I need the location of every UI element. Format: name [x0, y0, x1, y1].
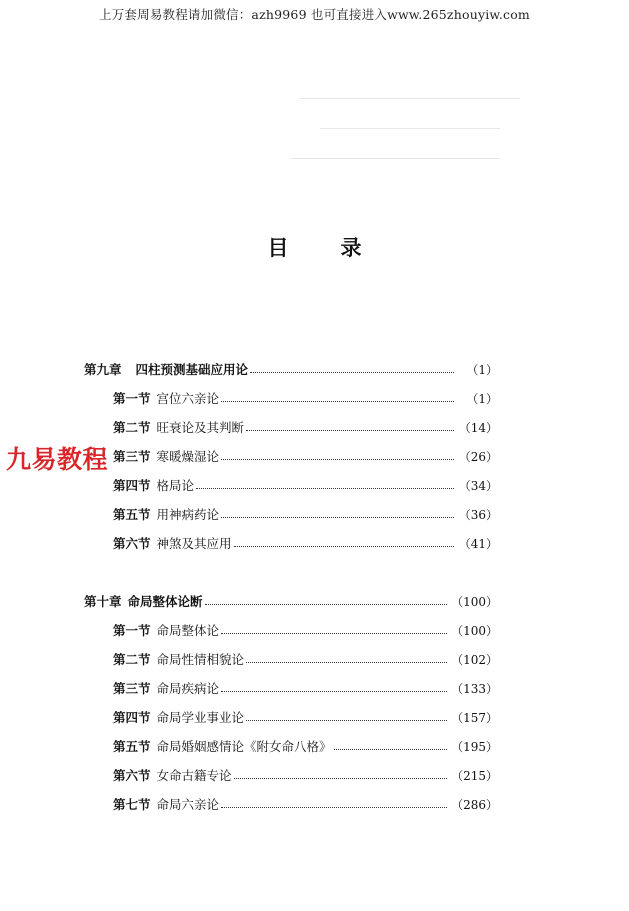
page-title	[0, 232, 629, 262]
page-number: （26）	[458, 450, 498, 464]
leader-dots	[205, 603, 448, 605]
page-number: （1）	[466, 392, 498, 406]
toc-section[interactable]	[113, 793, 498, 813]
toc-section[interactable]	[113, 706, 498, 726]
bleed-through-line	[320, 128, 500, 129]
section-number: 第六节	[113, 536, 151, 551]
chapter-title: 命局整体论断	[127, 594, 203, 609]
page-number: （195）	[451, 740, 498, 754]
section-number: 第二节	[113, 652, 151, 667]
leader-dots	[221, 400, 454, 402]
toc-section[interactable]	[113, 619, 498, 639]
toc-section[interactable]	[113, 735, 498, 755]
section-title: 命局学业事业论	[156, 710, 245, 725]
page-number: （34）	[458, 479, 498, 493]
bleed-through-line	[300, 98, 520, 99]
watermark-logo: 九易教程	[6, 445, 109, 474]
page-number: （14）	[458, 421, 498, 435]
leader-dots	[221, 632, 447, 634]
leader-dots	[334, 748, 448, 750]
leader-dots	[221, 458, 454, 460]
page-title-char-2: 录	[340, 236, 362, 260]
section-number: 第五节	[113, 739, 151, 754]
toc-section[interactable]	[113, 445, 498, 465]
page-number: （215）	[451, 769, 498, 783]
page-number: （100）	[451, 595, 498, 609]
leader-dots	[246, 429, 454, 431]
section-number: 第五节	[113, 507, 151, 522]
section-number: 第二节	[113, 420, 151, 435]
toc-section[interactable]	[113, 474, 498, 494]
page-header-banner: 上万套周易教程请加微信：azh9969 也可直接进入www.265zhouyiw.com	[99, 7, 530, 22]
leader-dots	[221, 516, 454, 518]
section-number: 第三节	[113, 449, 151, 464]
section-title: 寒暖燥湿论	[156, 449, 220, 464]
toc-section[interactable]	[113, 764, 498, 784]
toc-chapter-9[interactable]	[84, 358, 498, 378]
page-number: （157）	[451, 711, 498, 725]
section-title: 格局论	[156, 478, 195, 493]
page-number: （133）	[451, 682, 498, 696]
page-title-char-1: 目	[267, 236, 289, 260]
leader-dots	[250, 371, 454, 373]
section-number: 第四节	[113, 710, 151, 725]
toc-section[interactable]	[113, 416, 498, 436]
toc-section[interactable]	[113, 532, 498, 552]
leader-dots	[196, 487, 454, 489]
section-title: 命局六亲论	[156, 797, 220, 812]
section-number: 第一节	[113, 391, 151, 406]
chapter-title: 四柱预测基础应用论	[135, 362, 249, 377]
section-number: 第四节	[113, 478, 151, 493]
toc-section[interactable]	[113, 503, 498, 523]
section-title: 命局整体论	[156, 623, 220, 638]
toc-chapter-10[interactable]	[84, 590, 498, 610]
page-number: （102）	[451, 653, 498, 667]
page-number: （286）	[451, 798, 498, 812]
section-title: 用神病药论	[156, 507, 220, 522]
page-number: （1）	[466, 363, 498, 377]
leader-dots	[234, 777, 448, 779]
leader-dots	[221, 690, 447, 692]
section-number: 第三节	[113, 681, 151, 696]
toc-section[interactable]	[113, 648, 498, 668]
chapter-label: 第十章	[84, 594, 122, 609]
section-title: 女命古籍专论	[156, 768, 232, 783]
section-number: 第七节	[113, 797, 151, 812]
leader-dots	[246, 719, 447, 721]
section-title: 命局婚姻感情论《附女命八格》	[156, 739, 332, 754]
page-number: （41）	[458, 537, 498, 551]
section-title: 命局性情相貌论	[156, 652, 245, 667]
leader-dots	[221, 806, 447, 808]
section-title: 命局疾病论	[156, 681, 220, 696]
page-number: （36）	[458, 508, 498, 522]
toc-section[interactable]	[113, 677, 498, 697]
section-number: 第一节	[113, 623, 151, 638]
section-title: 神煞及其应用	[156, 536, 232, 551]
chapter-label: 第九章	[84, 362, 122, 377]
toc-section[interactable]	[113, 387, 498, 407]
leader-dots	[234, 545, 454, 547]
section-title: 旺衰论及其判断	[156, 420, 245, 435]
page-number: （100）	[451, 624, 498, 638]
section-number: 第六节	[113, 768, 151, 783]
bleed-through-line	[290, 158, 500, 159]
section-title: 宫位六亲论	[156, 391, 220, 406]
leader-dots	[246, 661, 447, 663]
